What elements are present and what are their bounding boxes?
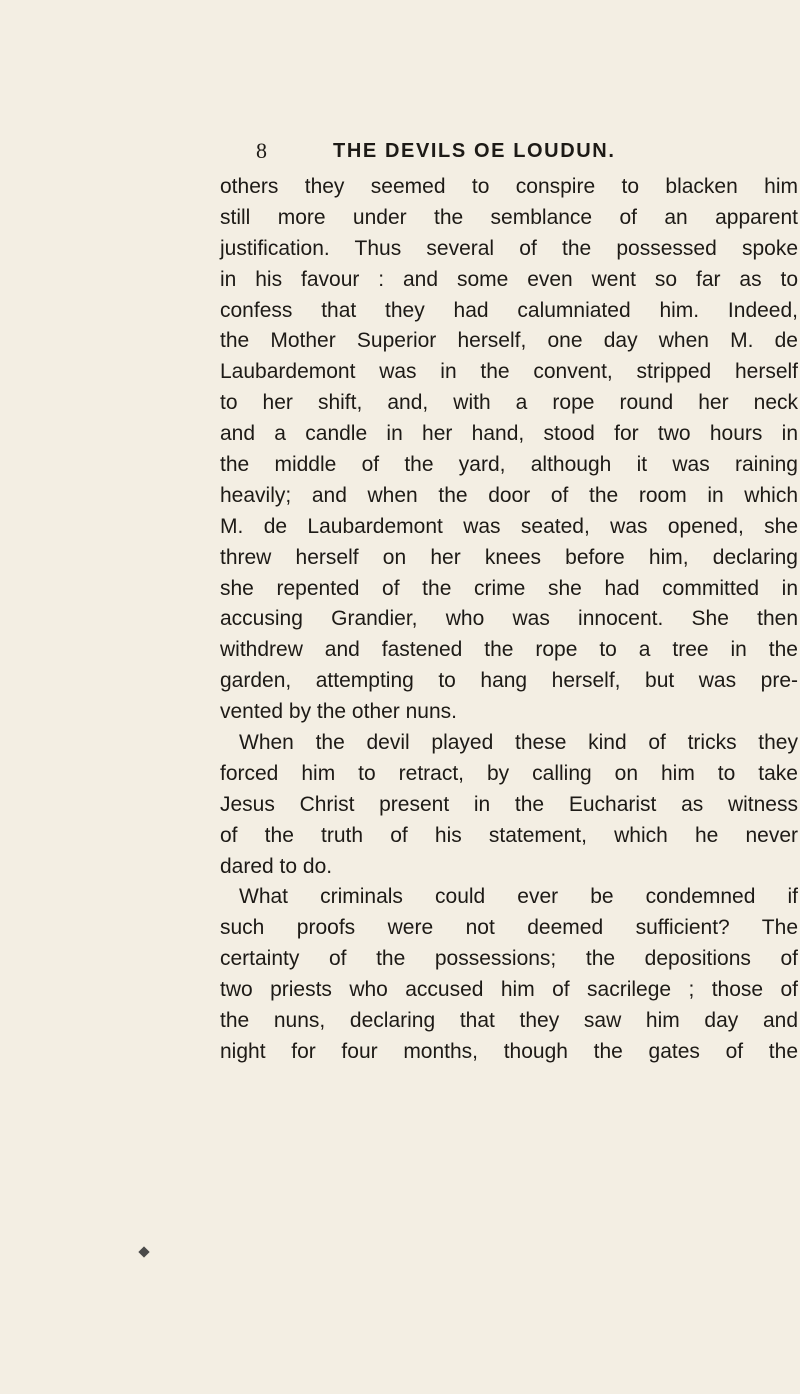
text-line: night for four months, though the gates of the — [220, 1039, 798, 1063]
text-line: threw herself on her knees before him, declaring — [220, 545, 798, 569]
text-line: the Mother Superior herself, one day when M. de — [220, 329, 798, 353]
text-line: the middle of the yard, although it was raining — [220, 453, 798, 477]
text-line: and a candle in her hand, stood for two hours in — [220, 422, 798, 446]
text-line: certainty of the possessions; the depositions of — [220, 947, 798, 971]
text-line: of the truth of his statement, which he never — [220, 823, 798, 847]
text-line: confess that they had calumniated him. Indeed, — [220, 298, 798, 322]
text-line: forced him to retract, by calling on him to take — [220, 761, 798, 785]
text-line: others they seemed to conspire to blacken him — [220, 175, 798, 198]
text-line: such proofs were not deemed sufficient? The — [220, 916, 798, 940]
running-title: THE DEVILS OE LOUDUN. — [333, 140, 616, 162]
text-line: she repented of the crime she had committed in — [220, 576, 798, 600]
text-line: M. de Laubardemont was seated, was opened, she — [220, 514, 798, 538]
text-line: in his favour : and some even went so far as to — [220, 267, 798, 291]
text-line: Laubardemont was in the convent, stripped herself — [220, 360, 798, 384]
running-header — [0, 136, 800, 166]
text-line: still more under the semblance of an apparent — [220, 205, 798, 229]
text-line: Jesus Christ present in the Eucharist as witness — [220, 792, 798, 816]
body-text — [220, 172, 798, 1068]
text-line: vented by the other nuns. — [220, 700, 457, 724]
text-line: justification. Thus several of the possessed spoke — [220, 236, 798, 260]
text-line: What criminals could ever be condemned if — [239, 885, 798, 909]
text-line: to her shift, and, with a rope round her neck — [220, 391, 798, 415]
text-line: two priests who accused him of sacrilege ; those of — [220, 978, 798, 1002]
text-line: When the devil played these kind of tricks they — [239, 731, 798, 755]
page-mark-icon — [138, 1246, 149, 1257]
text-line: dared to do. — [220, 854, 333, 878]
text-line: the nuns, declaring that they saw him day and — [220, 1009, 798, 1033]
page-number: 8 — [256, 138, 268, 163]
text-line: withdrew and fastened the rope to a tree in the — [220, 638, 798, 662]
text-line: accusing Grandier, who was innocent. She then — [220, 607, 798, 631]
text-line: heavily; and when the door of the room in which — [220, 483, 798, 507]
text-line: garden, attempting to hang herself, but was pre- — [220, 669, 798, 693]
